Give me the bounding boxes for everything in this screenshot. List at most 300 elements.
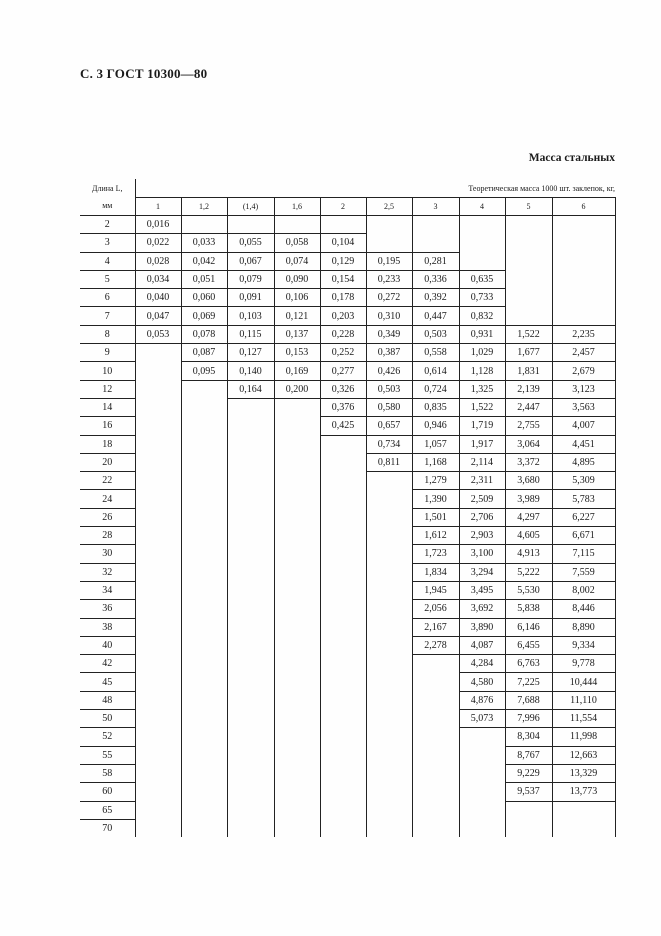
mass-cell: [274, 600, 320, 618]
mass-cell: [412, 216, 459, 234]
mass-cell: [366, 490, 412, 508]
mass-cell: [366, 618, 412, 636]
length-cell: 58: [80, 764, 135, 782]
mass-cell: 1,279: [412, 472, 459, 490]
mass-cell: [274, 508, 320, 526]
length-cell: 3: [80, 234, 135, 252]
mass-cell: 1,723: [412, 545, 459, 563]
mass-cell: [505, 234, 552, 252]
mass-cell: 0,053: [135, 325, 181, 343]
mass-cell: 9,229: [505, 764, 552, 782]
table-row: [80, 563, 615, 581]
mass-cell: [227, 819, 274, 837]
mass-cell: [320, 563, 366, 581]
mass-cell: 1,677: [505, 344, 552, 362]
mass-cell: 0,200: [274, 380, 320, 398]
mass-cell: 0,074: [274, 252, 320, 270]
table-row: [80, 307, 615, 325]
mass-cell: 0,195: [366, 252, 412, 270]
table-row: [80, 728, 615, 746]
diameter-header-cell: 2,5: [366, 198, 412, 216]
mass-cell: 1,831: [505, 362, 552, 380]
mass-cell: 0,835: [412, 398, 459, 416]
mass-cell: 3,123: [552, 380, 615, 398]
mass-cell: 2,755: [505, 417, 552, 435]
mass-cell: [366, 508, 412, 526]
table-row: [80, 234, 615, 252]
mass-cell: [320, 728, 366, 746]
mass-cell: 0,203: [320, 307, 366, 325]
mass-cell: 4,297: [505, 508, 552, 526]
mass-cell: [459, 819, 505, 837]
table-row: [80, 746, 615, 764]
mass-cell: 4,605: [505, 527, 552, 545]
mass-cell: 0,079: [227, 270, 274, 288]
mass-cell: 0,178: [320, 289, 366, 307]
mass-cell: 0,047: [135, 307, 181, 325]
mass-cell: 6,227: [552, 508, 615, 526]
mass-cell: [320, 490, 366, 508]
mass-cell: [274, 527, 320, 545]
mass-cell: [366, 600, 412, 618]
length-cell: 50: [80, 710, 135, 728]
table-row: [80, 417, 615, 435]
mass-cell: 0,016: [135, 216, 181, 234]
mass-cell: [366, 746, 412, 764]
mass-cell: 0,252: [320, 344, 366, 362]
mass-cell: 1,501: [412, 508, 459, 526]
mass-cell: [135, 673, 181, 691]
mass-cell: [135, 618, 181, 636]
mass-cell: 0,127: [227, 344, 274, 362]
mass-cell: [366, 710, 412, 728]
mass-cell: [459, 783, 505, 801]
length-cell: 22: [80, 472, 135, 490]
length-cell: 6: [80, 289, 135, 307]
mass-cell: [135, 490, 181, 508]
table-row: [80, 527, 615, 545]
mass-cell: [181, 417, 227, 435]
mass-cell: 0,426: [366, 362, 412, 380]
mass-cell: [274, 453, 320, 471]
mass-cell: 0,034: [135, 270, 181, 288]
length-header-line: мм: [102, 201, 113, 210]
mass-cell: [274, 618, 320, 636]
mass-cell: [412, 655, 459, 673]
length-cell: 10: [80, 362, 135, 380]
mass-cell: [366, 691, 412, 709]
mass-cell: 1,612: [412, 527, 459, 545]
table-row: [80, 362, 615, 380]
mass-cell: 0,129: [320, 252, 366, 270]
mass-cell: [135, 655, 181, 673]
mass-cell: [412, 746, 459, 764]
mass-cell: [135, 764, 181, 782]
table-row: [80, 691, 615, 709]
mass-cell: [274, 691, 320, 709]
mass-cell: [135, 600, 181, 618]
mass-cell: 5,783: [552, 490, 615, 508]
mass-cell: [135, 691, 181, 709]
length-cell: 55: [80, 746, 135, 764]
mass-cell: [227, 472, 274, 490]
diameter-header-cell: 1,6: [274, 198, 320, 216]
mass-cell: [412, 673, 459, 691]
mass-cell: 9,778: [552, 655, 615, 673]
length-cell: 36: [80, 600, 135, 618]
mass-cell: [227, 728, 274, 746]
mass-cell: [135, 801, 181, 819]
mass-cell: 0,121: [274, 307, 320, 325]
table-row: [80, 270, 615, 288]
mass-cell: 0,724: [412, 380, 459, 398]
mass-cell: 4,580: [459, 673, 505, 691]
mass-cell: [366, 655, 412, 673]
mass-cell: [274, 636, 320, 654]
mass-cell: 0,140: [227, 362, 274, 380]
mass-cell: [181, 636, 227, 654]
mass-cell: 11,554: [552, 710, 615, 728]
mass-cell: [181, 563, 227, 581]
mass-cell: [181, 618, 227, 636]
mass-cell: [274, 801, 320, 819]
length-cell: 48: [80, 691, 135, 709]
table-row: [80, 490, 615, 508]
mass-cell: 0,387: [366, 344, 412, 362]
mass-cell: [135, 453, 181, 471]
mass-cell: [412, 801, 459, 819]
mass-cell: 0,931: [459, 325, 505, 343]
mass-cell: 11,998: [552, 728, 615, 746]
mass-cell: 0,580: [366, 398, 412, 416]
mass-cell: 0,277: [320, 362, 366, 380]
table-title: Масса стальных: [528, 152, 615, 164]
mass-cell: [320, 581, 366, 599]
mass-cell: [552, 252, 615, 270]
length-cell: 38: [80, 618, 135, 636]
mass-cell: 3,692: [459, 600, 505, 618]
diameter-header-cell: 1: [135, 198, 181, 216]
mass-cell: 5,222: [505, 563, 552, 581]
mass-cell: [227, 636, 274, 654]
mass-cell: 0,067: [227, 252, 274, 270]
length-cell: 70: [80, 819, 135, 837]
mass-cell: 7,996: [505, 710, 552, 728]
mass-cell: [320, 764, 366, 782]
mass-cell: 0,349: [366, 325, 412, 343]
mass-cell: 0,503: [366, 380, 412, 398]
mass-cell: [227, 417, 274, 435]
mass-cell: [552, 270, 615, 288]
mass-cell: 9,537: [505, 783, 552, 801]
table-row: [80, 252, 615, 270]
mass-cell: [412, 783, 459, 801]
mass-cell: [320, 600, 366, 618]
mass-cell: [320, 472, 366, 490]
table-row: [80, 655, 615, 673]
table-row: [80, 545, 615, 563]
mass-cell: 3,495: [459, 581, 505, 599]
mass-cell: 0,228: [320, 325, 366, 343]
length-cell: 34: [80, 581, 135, 599]
mass-cell: 0,060: [181, 289, 227, 307]
mass-cell: 1,128: [459, 362, 505, 380]
table-row: [80, 581, 615, 599]
mass-cell: 0,087: [181, 344, 227, 362]
mass-cell: 0,811: [366, 453, 412, 471]
mass-cell: [412, 710, 459, 728]
mass-cell: 2,509: [459, 490, 505, 508]
mass-cell: [274, 472, 320, 490]
mass-cell: [181, 398, 227, 416]
diameter-header-cell: 1,2: [181, 198, 227, 216]
mass-cell: [274, 673, 320, 691]
mass-cell: [181, 764, 227, 782]
mass-cell: [320, 819, 366, 837]
diameter-header-cell: 3: [412, 198, 459, 216]
mass-cell: 8,304: [505, 728, 552, 746]
mass-cell: [412, 234, 459, 252]
mass-cell: 0,169: [274, 362, 320, 380]
mass-cell: [274, 216, 320, 234]
mass-cell: 8,890: [552, 618, 615, 636]
mass-cell: [505, 289, 552, 307]
mass-cell: 7,225: [505, 673, 552, 691]
mass-cell: [227, 563, 274, 581]
mass-cell: [181, 380, 227, 398]
mass-cell: [274, 398, 320, 416]
mass-cell: [274, 783, 320, 801]
mass-cell: [459, 234, 505, 252]
mass-cell: [505, 252, 552, 270]
mass-cell: 5,530: [505, 581, 552, 599]
length-cell: 65: [80, 801, 135, 819]
mass-cell: [366, 527, 412, 545]
mass-cell: 3,989: [505, 490, 552, 508]
table-row: [80, 435, 615, 453]
mass-cell: [135, 636, 181, 654]
mass-cell: [366, 234, 412, 252]
mass-cell: 0,115: [227, 325, 274, 343]
mass-cell: 0,281: [412, 252, 459, 270]
length-cell: 2: [80, 216, 135, 234]
mass-cell: [135, 783, 181, 801]
mass-cell: [274, 563, 320, 581]
mass-cell: [181, 691, 227, 709]
mass-cell: [320, 636, 366, 654]
mass-cell: 2,679: [552, 362, 615, 380]
mass-cell: [320, 618, 366, 636]
mass-cell: 2,903: [459, 527, 505, 545]
mass-cell: 8,446: [552, 600, 615, 618]
mass-cell: 0,040: [135, 289, 181, 307]
mass-cell: [227, 600, 274, 618]
diameter-header-row: [80, 198, 615, 216]
mass-cell: [412, 819, 459, 837]
mass-cell: 0,558: [412, 344, 459, 362]
mass-cell: 0,326: [320, 380, 366, 398]
mass-cell: [227, 435, 274, 453]
mass-cell: [274, 710, 320, 728]
mass-cell: [320, 216, 366, 234]
mass-cell: 13,329: [552, 764, 615, 782]
length-cell: 16: [80, 417, 135, 435]
length-cell: 8: [80, 325, 135, 343]
mass-cell: [274, 581, 320, 599]
mass-cell: 2,311: [459, 472, 505, 490]
mass-cell: 5,073: [459, 710, 505, 728]
mass-cell: 0,392: [412, 289, 459, 307]
table-row: [80, 216, 615, 234]
mass-cell: 1,917: [459, 435, 505, 453]
table-row: [80, 289, 615, 307]
mass-cell: 0,078: [181, 325, 227, 343]
mass-cell: [227, 673, 274, 691]
mass-cell: [227, 527, 274, 545]
mass-cell: [135, 380, 181, 398]
mass-cell: 0,028: [135, 252, 181, 270]
diameter-header-cell: (1,4): [227, 198, 274, 216]
table-row: [80, 398, 615, 416]
table-row: [80, 380, 615, 398]
mass-cell: [366, 783, 412, 801]
length-cell: 45: [80, 673, 135, 691]
mass-cell: [181, 655, 227, 673]
mass-cell: 11,110: [552, 691, 615, 709]
mass-cell: [320, 435, 366, 453]
mass-cell: 0,946: [412, 417, 459, 435]
mass-cell: [505, 801, 552, 819]
mass-cell: [227, 710, 274, 728]
table-row: [80, 636, 615, 654]
mass-cell: [274, 819, 320, 837]
mass-cell: [274, 728, 320, 746]
mass-cell: [181, 600, 227, 618]
mass-cell: [320, 655, 366, 673]
mass-cell: [366, 563, 412, 581]
mass-cell: [366, 636, 412, 654]
mass-cell: [552, 819, 615, 837]
mass-cell: [135, 398, 181, 416]
mass-cell: [505, 307, 552, 325]
mass-cell: 0,055: [227, 234, 274, 252]
table-row: [80, 453, 615, 471]
mass-cell: 6,763: [505, 655, 552, 673]
mass-cell: 3,100: [459, 545, 505, 563]
mass-cell: 4,087: [459, 636, 505, 654]
mass-cell: [181, 453, 227, 471]
mass-cell: [181, 435, 227, 453]
table-row: [80, 819, 615, 837]
length-cell: 42: [80, 655, 135, 673]
mass-cell: 1,522: [505, 325, 552, 343]
mass-cell: [274, 490, 320, 508]
mass-cell: [320, 746, 366, 764]
mass-cell: [459, 252, 505, 270]
mass-cell: 0,042: [181, 252, 227, 270]
mass-cell: [320, 453, 366, 471]
mass-cell: 4,007: [552, 417, 615, 435]
mass-cell: 3,563: [552, 398, 615, 416]
mass-cell: 1,325: [459, 380, 505, 398]
mass-cell: [181, 728, 227, 746]
mass-cell: 6,671: [552, 527, 615, 545]
mass-cell: 7,559: [552, 563, 615, 581]
mass-cell: 1,522: [459, 398, 505, 416]
length-cell: 9: [80, 344, 135, 362]
mass-cell: [135, 728, 181, 746]
mass-cell: [366, 216, 412, 234]
mass-cell: [552, 234, 615, 252]
mass-cell: [135, 344, 181, 362]
mass-cell: 0,233: [366, 270, 412, 288]
mass-cell: 4,284: [459, 655, 505, 673]
mass-cell: [135, 563, 181, 581]
mass-cell: [366, 728, 412, 746]
diameter-header-cell: 2: [320, 198, 366, 216]
mass-cell: 0,154: [320, 270, 366, 288]
table-row: [80, 783, 615, 801]
mass-cell: 0,051: [181, 270, 227, 288]
mass-cell: [181, 673, 227, 691]
mass-cell: [227, 453, 274, 471]
mass-cell: [320, 691, 366, 709]
mass-cell: 4,451: [552, 435, 615, 453]
mass-cell: [552, 307, 615, 325]
mass-cell: 0,733: [459, 289, 505, 307]
table-row: [80, 801, 615, 819]
mass-cell: [459, 746, 505, 764]
mass-cell: [366, 801, 412, 819]
mass-cell: [181, 527, 227, 545]
mass-cell: [274, 746, 320, 764]
mass-cell: 5,838: [505, 600, 552, 618]
mass-cell: [320, 545, 366, 563]
mass-cell: 3,294: [459, 563, 505, 581]
mass-cell: 13,773: [552, 783, 615, 801]
diameter-header-cell: 4: [459, 198, 505, 216]
mass-cell: 1,057: [412, 435, 459, 453]
mass-cell: [274, 545, 320, 563]
mass-cell: 0,090: [274, 270, 320, 288]
mass-cell: 3,680: [505, 472, 552, 490]
mass-cell: [227, 581, 274, 599]
mass-cell: [552, 801, 615, 819]
mass-cell: 2,114: [459, 453, 505, 471]
mass-cell: 3,372: [505, 453, 552, 471]
mass-cell: 1,834: [412, 563, 459, 581]
mass-cell: 3,064: [505, 435, 552, 453]
table-row: [80, 508, 615, 526]
mass-cell: 2,139: [505, 380, 552, 398]
mass-cell: 0,104: [320, 234, 366, 252]
table-body: [80, 216, 615, 838]
mass-cell: 0,503: [412, 325, 459, 343]
length-cell: 28: [80, 527, 135, 545]
table-row: [80, 710, 615, 728]
table-row: [80, 673, 615, 691]
mass-cell: [135, 435, 181, 453]
mass-cell: 2,447: [505, 398, 552, 416]
mass-cell: 9,334: [552, 636, 615, 654]
mass-cell: 0,164: [227, 380, 274, 398]
mass-cell: [227, 545, 274, 563]
mass-cell: [366, 545, 412, 563]
table-row: [80, 600, 615, 618]
table-row: [80, 618, 615, 636]
length-column-header: [80, 179, 135, 216]
mass-cell: [227, 216, 274, 234]
